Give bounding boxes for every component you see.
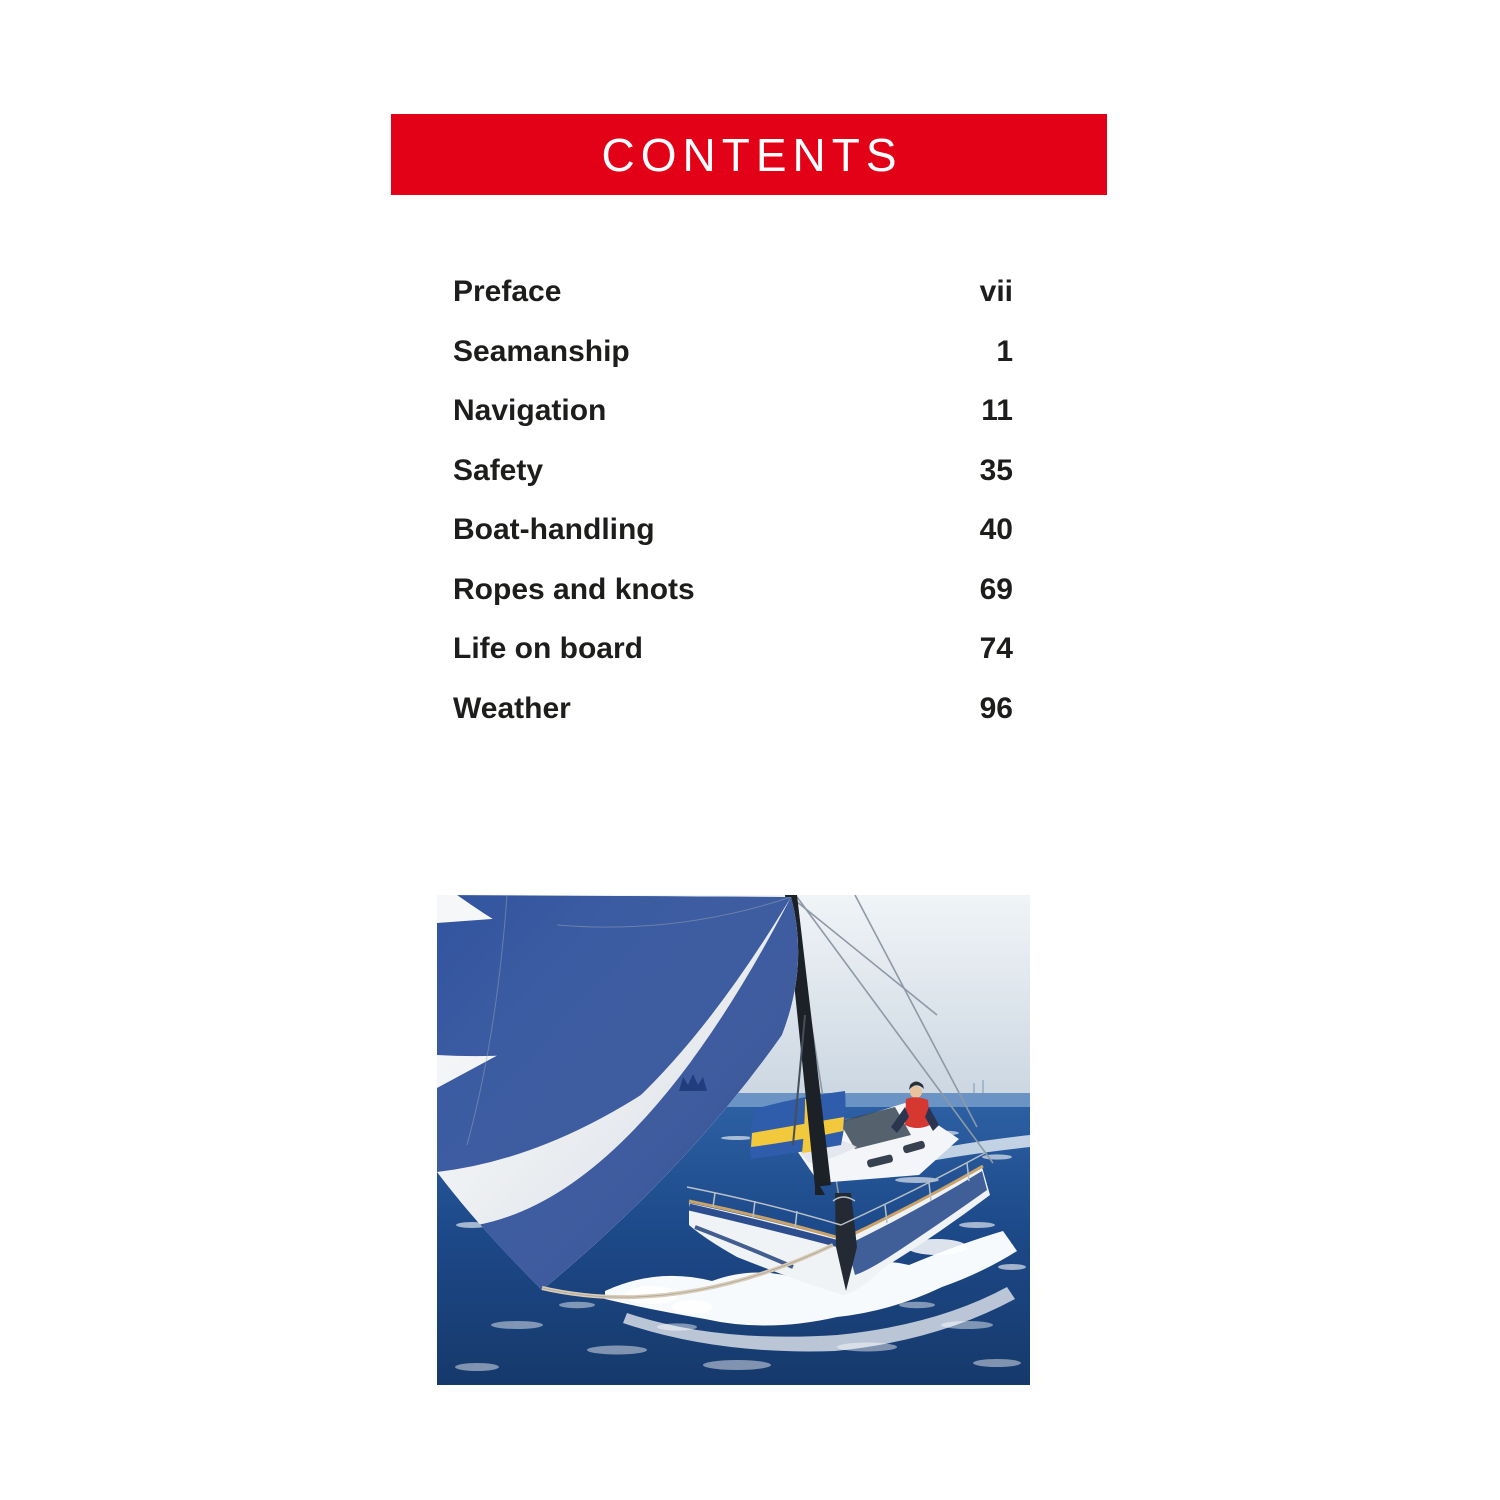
toc-entry <box>453 560 1013 620</box>
toc-entry <box>453 679 1013 739</box>
lifejacket <box>905 1097 930 1128</box>
toc-entry <box>453 500 1013 560</box>
toc-entry-label: Seamanship <box>453 334 630 368</box>
toc-entry-label: Ropes and knots <box>453 572 695 606</box>
toc-entry-label: Life on board <box>453 632 643 665</box>
toc-entry-page-number: 11 <box>981 394 1013 427</box>
toc-entry-label: Navigation <box>453 394 607 427</box>
page-title: CONTENTS <box>601 128 903 181</box>
toc-entry <box>453 619 1013 679</box>
table-of-contents <box>453 262 1013 738</box>
toc-entry-page-number: 74 <box>979 632 1013 665</box>
toc-entry-page-number: 1 <box>996 334 1013 368</box>
contents-banner <box>391 114 1107 195</box>
toc-entry-page-number: vii <box>979 275 1013 308</box>
toc-entry-label: Safety <box>453 453 544 487</box>
toc-entry-page-number: 96 <box>979 691 1013 725</box>
toc-entry-label: Preface <box>453 275 562 308</box>
toc-entry-page-number: 35 <box>979 453 1013 487</box>
toc-entry-page-number: 40 <box>979 513 1013 546</box>
toc-entry <box>453 441 1013 501</box>
toc-entry <box>453 322 1013 382</box>
sailboat-photo-illustration <box>437 895 1030 1385</box>
sailboat-photo <box>437 895 1030 1385</box>
toc-entry-label: Weather <box>453 691 571 725</box>
toc-entry <box>453 381 1013 441</box>
toc-entry-label: Boat-handling <box>453 513 655 546</box>
toc-entry <box>453 262 1013 322</box>
toc-entry-page-number: 69 <box>979 572 1013 606</box>
